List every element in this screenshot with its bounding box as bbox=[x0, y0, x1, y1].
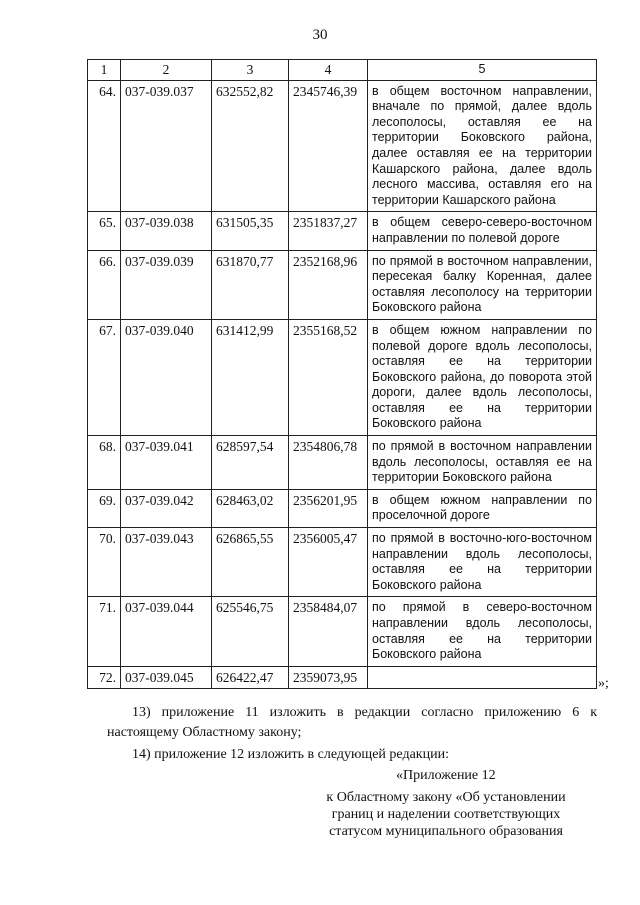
appendix-line: статусом муниципального образования bbox=[329, 824, 563, 839]
appendix-line: границ и наделении соответствующих bbox=[331, 807, 561, 822]
coordinate-x: 626422,47 bbox=[212, 666, 289, 689]
closing-quote: »; bbox=[598, 676, 609, 691]
boundary-description: в общем южном направлении по проселочной дороге bbox=[368, 489, 597, 527]
table-row bbox=[88, 666, 597, 689]
table-row bbox=[88, 80, 597, 212]
row-number: 70. bbox=[88, 528, 121, 597]
coordinate-y: 2359073,95 bbox=[289, 666, 368, 689]
coordinate-x: 631505,35 bbox=[212, 212, 289, 250]
coordinate-y: 2352168,96 bbox=[289, 250, 368, 319]
paragraph-13: 13) приложение 11 изложить в редакции согласно приложению 6 к настоящему Областному закону; bbox=[107, 705, 597, 740]
boundary-description: в общем восточном направлении, вначале по прямой, далее вдоль лесополосы, оставляя ее на территории Боковского района, далее оставляя ее на территории Кашарского района, далее вдоль лесного массива, оставляя его на территории Кашарского района bbox=[368, 80, 597, 212]
coordinate-y: 2345746,39 bbox=[289, 80, 368, 212]
boundary-description: в общем северо-северо-восточном направлении по полевой дороге bbox=[368, 212, 597, 250]
coordinate-x: 628597,54 bbox=[212, 436, 289, 490]
point-code: 037-039.042 bbox=[121, 489, 212, 527]
table-row bbox=[88, 436, 597, 490]
table-row bbox=[88, 528, 597, 597]
boundary-description: по прямой в восточном направлении, пересекая балку Коренная, далее оставляя лесополосу на территории Боковского района bbox=[368, 250, 597, 319]
point-code: 037-039.045 bbox=[121, 666, 212, 689]
point-code: 037-039.043 bbox=[121, 528, 212, 597]
coordinate-x: 626865,55 bbox=[212, 528, 289, 597]
row-number: 67. bbox=[88, 319, 121, 435]
boundary-description bbox=[368, 666, 597, 689]
header-cell: 2 bbox=[121, 60, 212, 81]
boundary-description: по прямой в северо-восточном направлении вдоль лесополосы, оставляя ее на территории Боковского района bbox=[368, 597, 597, 666]
boundary-table bbox=[87, 59, 597, 689]
coordinate-y: 2354806,78 bbox=[289, 436, 368, 490]
table-row bbox=[88, 212, 597, 250]
coordinate-y: 2355168,52 bbox=[289, 319, 368, 435]
page-number: 30 bbox=[312, 27, 328, 43]
point-code: 037-039.038 bbox=[121, 212, 212, 250]
row-number: 69. bbox=[88, 489, 121, 527]
row-number: 68. bbox=[88, 436, 121, 490]
header-cell: 5 bbox=[368, 60, 597, 81]
row-number: 72. bbox=[88, 666, 121, 689]
boundary-description: по прямой в восточно-юго-восточном направлении вдоль лесополосы, оставляя ее на территории Боковского района bbox=[368, 528, 597, 597]
appendix-subtitle bbox=[305, 789, 587, 840]
header-cell: 1 bbox=[88, 60, 121, 81]
row-number: 71. bbox=[88, 597, 121, 666]
point-code: 037-039.040 bbox=[121, 319, 212, 435]
header-cell: 3 bbox=[212, 60, 289, 81]
coordinate-y: 2358484,07 bbox=[289, 597, 368, 666]
boundary-description: в общем южном направлении по полевой дороге вдоль лесополосы, оставляя ее на территории Боковского района, до поворота этой дороги, далее вдоль лесополосы, оставляя ее на территории Боковского района bbox=[368, 319, 597, 435]
appendix-title: «Приложение 12 bbox=[396, 768, 496, 783]
coordinate-x: 631412,99 bbox=[212, 319, 289, 435]
boundary-description: по прямой в восточном направлении вдоль лесополосы, оставляя ее на территории Боковского района bbox=[368, 436, 597, 490]
table-row bbox=[88, 250, 597, 319]
paragraph-14: 14) приложение 12 изложить в следующей редакции: bbox=[132, 747, 449, 762]
point-code: 037-039.041 bbox=[121, 436, 212, 490]
row-number: 64. bbox=[88, 80, 121, 212]
coordinate-x: 631870,77 bbox=[212, 250, 289, 319]
point-code: 037-039.039 bbox=[121, 250, 212, 319]
coordinate-y: 2356005,47 bbox=[289, 528, 368, 597]
coordinate-x: 628463,02 bbox=[212, 489, 289, 527]
header-cell: 4 bbox=[289, 60, 368, 81]
point-code: 037-039.037 bbox=[121, 80, 212, 212]
table-row bbox=[88, 597, 597, 666]
row-number: 66. bbox=[88, 250, 121, 319]
coordinate-y: 2351837,27 bbox=[289, 212, 368, 250]
coordinate-y: 2356201,95 bbox=[289, 489, 368, 527]
table-row bbox=[88, 489, 597, 527]
point-code: 037-039.044 bbox=[121, 597, 212, 666]
coordinate-x: 625546,75 bbox=[212, 597, 289, 666]
appendix-line: к Областному закону «Об установлении bbox=[326, 790, 566, 805]
coordinate-x: 632552,82 bbox=[212, 80, 289, 212]
row-number: 65. bbox=[88, 212, 121, 250]
table-row bbox=[88, 319, 597, 435]
table-header-row bbox=[88, 60, 597, 81]
